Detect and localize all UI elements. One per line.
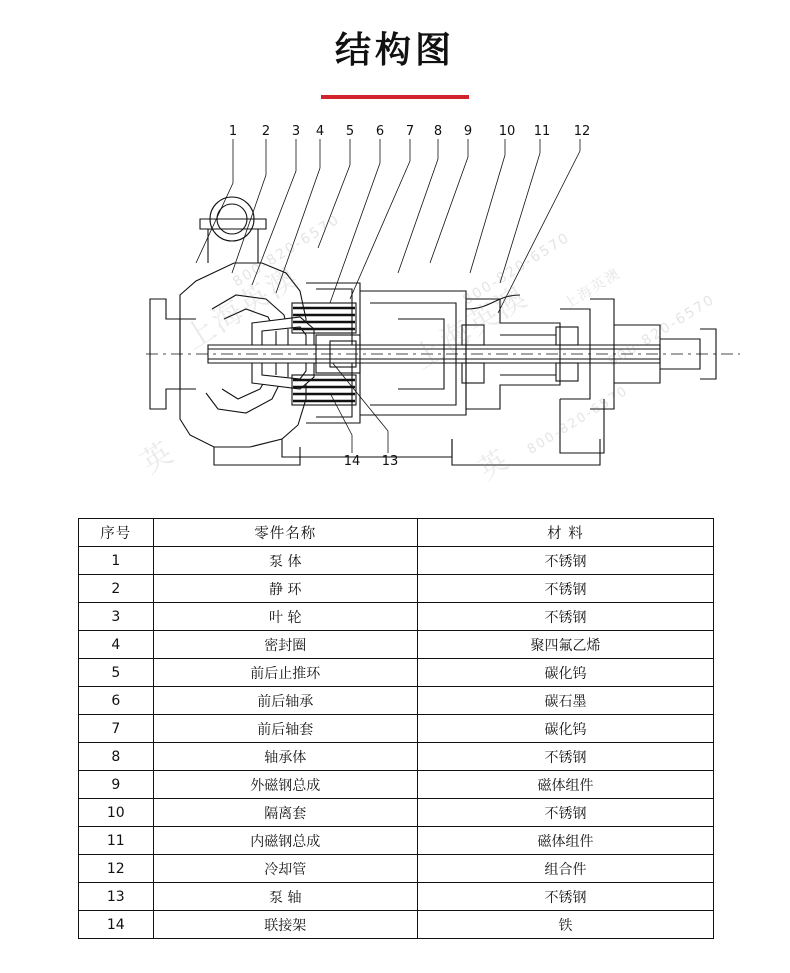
svg-text:2: 2 xyxy=(261,124,271,139)
table-row xyxy=(79,575,714,603)
watermark-text: 上海英澳 xyxy=(407,279,535,377)
table-row xyxy=(79,547,714,575)
svg-text:9: 9 xyxy=(463,124,473,139)
column-header-no: 序号 xyxy=(79,519,154,547)
column-header-part-name: 零件名称 xyxy=(153,519,417,547)
watermark-text: 800-820-6570 xyxy=(230,211,344,291)
cell-part-name: 密封圈 xyxy=(153,631,417,659)
cell-part-name: 前后轴套 xyxy=(153,715,417,743)
svg-text:10: 10 xyxy=(498,124,516,139)
cell-part-name: 外磁钢总成 xyxy=(153,771,417,799)
watermark-text: 上海英澳 xyxy=(561,265,624,313)
svg-text:3: 3 xyxy=(291,124,301,139)
watermark-text: 800-820-6570 xyxy=(524,383,632,458)
watermark-text: 上海英澳 xyxy=(178,259,306,357)
table-row xyxy=(79,631,714,659)
cell-part-name: 联接架 xyxy=(153,911,417,939)
cell-material: 不锈钢 xyxy=(417,603,713,631)
cell-part-name: 内磁钢总成 xyxy=(153,827,417,855)
cell-material: 聚四氟乙烯 xyxy=(417,631,713,659)
cell-no: 14 xyxy=(79,911,154,939)
table-header-row xyxy=(79,519,714,547)
table-row xyxy=(79,827,714,855)
svg-text:1: 1 xyxy=(228,124,238,139)
watermark-text: 英 xyxy=(472,442,516,487)
svg-text:4: 4 xyxy=(315,124,325,139)
cell-no: 7 xyxy=(79,715,154,743)
cell-material: 组合件 xyxy=(417,855,713,883)
cell-part-name: 叶 轮 xyxy=(153,603,417,631)
cell-no: 10 xyxy=(79,799,154,827)
page-title: 结构图 xyxy=(334,30,455,71)
cell-material: 铁 xyxy=(417,911,713,939)
table-row xyxy=(79,603,714,631)
cell-material: 不锈钢 xyxy=(417,799,713,827)
parts-table xyxy=(78,518,714,939)
cell-no: 2 xyxy=(79,575,154,603)
cell-no: 3 xyxy=(79,603,154,631)
table-row xyxy=(79,743,714,771)
watermark-text: 800-820-6570 xyxy=(605,291,719,371)
cell-part-name: 隔离套 xyxy=(153,799,417,827)
cell-no: 9 xyxy=(79,771,154,799)
cell-part-name: 静 环 xyxy=(153,575,417,603)
table-row xyxy=(79,883,714,911)
cell-part-name: 前后轴承 xyxy=(153,687,417,715)
cell-no: 12 xyxy=(79,855,154,883)
cell-no: 11 xyxy=(79,827,154,855)
svg-text:8: 8 xyxy=(433,124,443,139)
cell-material: 碳石墨 xyxy=(417,687,713,715)
pump-cross-section-svg xyxy=(0,113,790,503)
svg-text:11: 11 xyxy=(533,124,551,139)
parts-table-body xyxy=(79,547,714,939)
cell-no: 5 xyxy=(79,659,154,687)
cell-part-name: 泵 轴 xyxy=(153,883,417,911)
cell-part-name: 前后止推环 xyxy=(153,659,417,687)
cell-material: 碳化钨 xyxy=(417,715,713,743)
cell-no: 1 xyxy=(79,547,154,575)
cell-material: 不锈钢 xyxy=(417,547,713,575)
svg-text:12: 12 xyxy=(573,124,591,139)
table-row xyxy=(79,687,714,715)
table-row xyxy=(79,911,714,939)
pump-structure-diagram xyxy=(0,113,790,503)
cell-no: 13 xyxy=(79,883,154,911)
svg-text:14: 14 xyxy=(343,454,361,469)
svg-text:7: 7 xyxy=(405,124,415,139)
table-row xyxy=(79,771,714,799)
svg-text:6: 6 xyxy=(375,124,385,139)
table-row xyxy=(79,855,714,883)
cell-part-name: 冷却管 xyxy=(153,855,417,883)
page-header xyxy=(0,0,790,99)
svg-text:5: 5 xyxy=(345,124,355,139)
column-header-material: 材 料 xyxy=(417,519,713,547)
cell-material: 不锈钢 xyxy=(417,575,713,603)
cell-no: 8 xyxy=(79,743,154,771)
cell-material: 不锈钢 xyxy=(417,743,713,771)
cell-no: 6 xyxy=(79,687,154,715)
cell-material: 磁体组件 xyxy=(417,771,713,799)
cell-part-name: 泵 体 xyxy=(153,547,417,575)
parts-table-container xyxy=(78,518,714,939)
cell-material: 磁体组件 xyxy=(417,827,713,855)
table-row xyxy=(79,659,714,687)
cell-material: 不锈钢 xyxy=(417,883,713,911)
table-row xyxy=(79,715,714,743)
cell-part-name: 轴承体 xyxy=(153,743,417,771)
cell-material: 碳化钨 xyxy=(417,659,713,687)
svg-text:13: 13 xyxy=(381,454,399,469)
table-row xyxy=(79,799,714,827)
title-underline xyxy=(321,95,469,99)
cell-no: 4 xyxy=(79,631,154,659)
watermark-text: 800-820-6570 xyxy=(460,229,574,309)
watermark-text: 英 xyxy=(135,434,181,482)
